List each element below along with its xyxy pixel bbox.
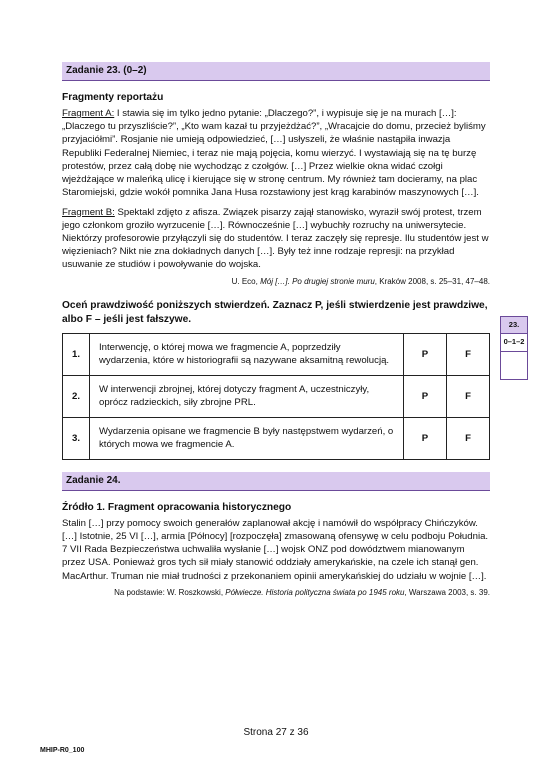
fragment-a xyxy=(62,107,490,200)
true-false-table xyxy=(62,333,490,460)
citation-author: U. Eco, xyxy=(231,276,261,286)
row-number: 2. xyxy=(63,375,90,417)
fragment-b xyxy=(62,206,490,272)
task-23-title: Fragmenty reportażu xyxy=(62,91,164,103)
score-box-points: 0–1–2 xyxy=(501,334,527,351)
task-23-header: Zadanie 23. (0–2) xyxy=(62,62,490,81)
task-23-instruction: Oceń prawdziwość poniższych stwierdzeń. Zaznacz P, jeśli stwierdzenie jest prawdziwe, albo F – jeśli jest fałszywe. xyxy=(62,299,488,325)
answer-p-cell[interactable]: P xyxy=(404,375,447,417)
score-box-task-number: 23. xyxy=(501,317,527,334)
task-24-citation xyxy=(62,587,490,598)
task-23-citation xyxy=(62,276,490,287)
answer-f-cell[interactable]: F xyxy=(447,417,490,459)
page-number: Strona 27 z 36 xyxy=(243,727,309,738)
answer-f-cell[interactable]: F xyxy=(447,375,490,417)
answer-p-cell[interactable]: P xyxy=(404,417,447,459)
answer-f-cell[interactable]: F xyxy=(447,333,490,375)
fragment-b-text: Spektakl zdjęto z afisza. Związek pisarzy zajął stanowisko, wyraził swój protest, trzem jego członkom groziło wyrzucenie […]. Równocześnie […] wybuchły rozruchy na uniwersytecie. Niektórzy profesorowie przyłączyli się do studentów. I teraz zaczęły się represje. Ilu studentów jest w więzieniach? Nikt nie zna dokładnych danych […]. Były też inne rodzaje represji: na przykład usuwanie ze studiów i powoływanie do wojska. xyxy=(62,206,489,271)
table-row xyxy=(63,333,490,375)
citation-details: , Kraków 2008, s. 25–31, 47–48. xyxy=(374,276,490,286)
fragment-a-label: Fragment A: xyxy=(62,107,115,119)
row-number: 3. xyxy=(63,417,90,459)
exam-code: MHIP-R0_100 xyxy=(40,747,85,754)
citation-details: , Warszawa 2003, s. 39. xyxy=(404,587,490,597)
page-content xyxy=(62,62,490,598)
row-number: 1. xyxy=(63,333,90,375)
task-24-header: Zadanie 24. xyxy=(62,472,490,491)
fragment-a-text: I stawia się im tylko jedno pytanie: „Dlaczego?”, i wypisuje się je na murach […]: „Dlaczego tu przyszliście?”, „Kto wam kazał tu przyjeżdżać?”, „Wracajcie do domu, przecież byliśmy przyjaciółmi”. Rosjanie nie umieją odpowiedzieć, […] usłyszeli, że właśnie nastąpiła inwazja Republiki Federalnej Niemiec, i teraz nie mają pojęcia, komu wierzyć. I wystawiają się na tę burzę protestów, przez całą dobę nie wychodząc z czołgów. […] Przez wielkie okna widać czołgi wjeżdżające w maleńką ulicę i kierujące się w stronę centrum. My również tam docieramy, na plac Staromiejski, gdzie wokół pomnika Jana Husa rozstawiony jest krąg karabinów maszynowych […]. xyxy=(62,107,486,199)
source-1-text: Stalin […] przy pomocy swoich generałów zaplanował akcję i namówił do współpracy Chińczyków. […] Istotnie, 25 VI […], armia [Północy] [rozpoczęła] zmasowaną ofensywę w celu podboju Południa. 7 VII Rada Bezpieczeństwa uchwaliła wysłanie […] wojsk ONZ pod dowództwem mianowanym przez USA. Ponieważ gros tych sił miały stanowić oddziały amerykańskie, na czele ich stanął gen. MacArthur. Truman nie miał trudności z przekonaniem opinii amerykańskiej do udziału w wojnie […]. xyxy=(62,517,489,582)
citation-prefix: Na podstawie: W. Roszkowski, xyxy=(114,587,226,597)
fragment-b-label: Fragment B: xyxy=(62,206,115,218)
table-row xyxy=(63,417,490,459)
table-row xyxy=(63,375,490,417)
row-statement: Wydarzenia opisane we fragmencie B były następstwem wydarzeń, o których mowa we fragmencie A. xyxy=(90,417,404,459)
source-1-title: Źródło 1. Fragment opracowania historycznego xyxy=(62,501,292,513)
score-box xyxy=(500,316,528,380)
row-statement: Interwencję, o której mowa we fragmencie A, poprzedziły wydarzenia, które w historiografii są nazywane aksamitną rewolucją. xyxy=(90,333,404,375)
answer-p-cell[interactable]: P xyxy=(404,333,447,375)
citation-title: Półwiecze. Historia polityczna świata po 1945 roku xyxy=(225,587,405,597)
citation-title: Mój […]. Po drugiej stronie muru xyxy=(260,276,375,286)
row-statement: W interwencji zbrojnej, której dotyczy fragment A, uczestniczyły, oprócz radzieckich, siły zbrojne PRL. xyxy=(90,375,404,417)
